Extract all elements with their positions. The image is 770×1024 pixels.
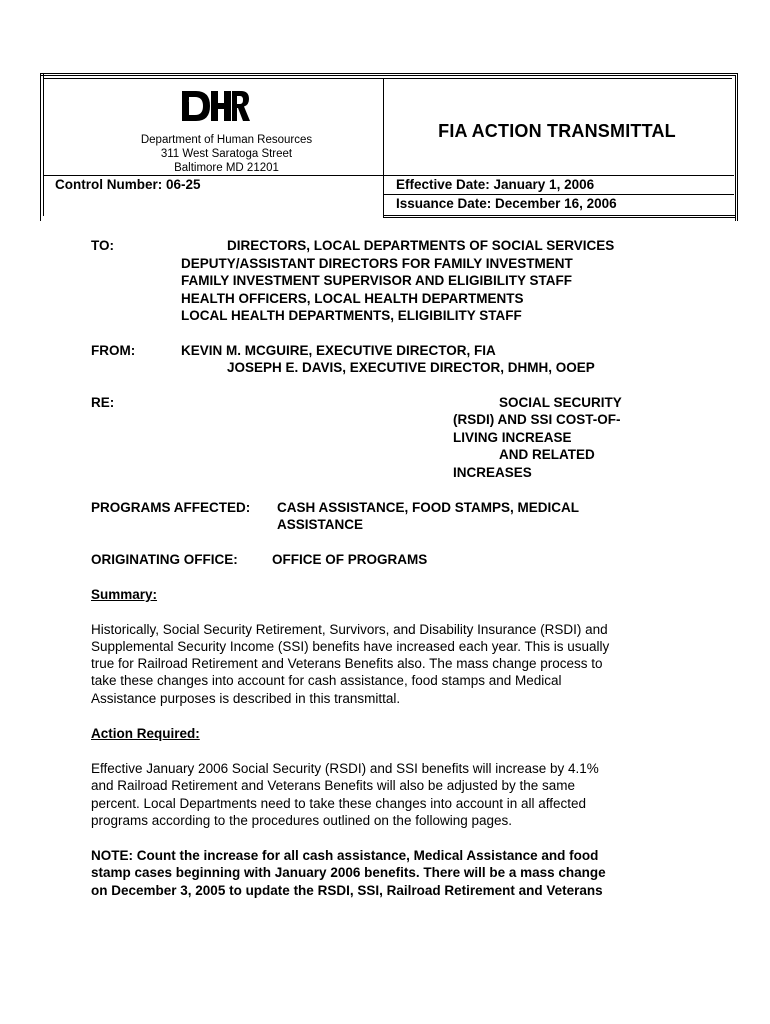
- re-label: RE:: [91, 395, 115, 410]
- header-frame-left-rule: [40, 73, 44, 216]
- from-line-1: KEVIN M. MCGUIRE, EXECUTIVE DIRECTOR, FIA: [181, 343, 496, 358]
- from-line-2: JOSEPH E. DAVIS, EXECUTIVE DIRECTOR, DHMH, OOEP: [227, 360, 595, 375]
- re-line-3: LIVING INCREASE: [453, 430, 572, 445]
- header-rule-1: [44, 175, 734, 176]
- header-divider: [383, 78, 384, 218]
- action-line-2: and Railroad Retirement and Veterans Benefits will also be adjusted by the same: [91, 778, 576, 793]
- re-line-1: SOCIAL SECURITY: [499, 395, 622, 410]
- summary-line-1: Historically, Social Security Retirement, Survivors, and Disability Insurance (RSDI) and: [91, 622, 608, 637]
- action-line-1: Effective January 2006 Social Security (RSDI) and SSI benefits will increase by 4.1%: [91, 761, 599, 776]
- to-line-2: DEPUTY/ASSISTANT DIRECTORS FOR FAMILY INVESTMENT: [181, 256, 573, 271]
- summary-line-5: Assistance purposes is described in this transmittal.: [91, 691, 401, 706]
- programs-line-1: CASH ASSISTANCE, FOOD STAMPS, MEDICAL: [277, 500, 580, 515]
- note-line-3: on December 3, 2005 to update the RSDI, SSI, Railroad Retirement and Veterans: [91, 883, 603, 898]
- to-line-4: HEALTH OFFICERS, LOCAL HEALTH DEPARTMENTS: [181, 291, 524, 306]
- to-label: TO:: [91, 238, 114, 253]
- summary-heading: Summary:: [91, 587, 158, 602]
- summary-line-4: take these changes into account for cash assistance, food stamps and Medical: [91, 673, 562, 688]
- programs-line-2: ASSISTANCE: [277, 517, 364, 532]
- header-rule-2: [383, 194, 734, 195]
- header-rule-3: [383, 215, 735, 218]
- note-line-1: NOTE: Count the increase for all cash assistance, Medical Assistance and food: [91, 848, 599, 863]
- department-name: Department of Human Resources: [140, 134, 313, 146]
- effective-date: Effective Date: January 1, 2006: [396, 177, 595, 192]
- department-address-block: [84, 133, 369, 175]
- address-line-1: 311 West Saratoga Street: [160, 148, 293, 160]
- issuance-date: Issuance Date: December 16, 2006: [396, 196, 617, 211]
- summary-line-3: true for Railroad Retirement and Veterans Benefits also. The mass change process to: [91, 656, 603, 671]
- re-line-5: INCREASES: [453, 465, 532, 480]
- re-line-4: AND RELATED: [499, 447, 595, 462]
- office-value: OFFICE OF PROGRAMS: [272, 552, 428, 567]
- action-heading: Action Required:: [91, 726, 200, 741]
- action-line-4: programs according to the procedures outlined on the following pages.: [91, 813, 513, 828]
- re-line-2: (RSDI) AND SSI COST-OF-: [453, 412, 621, 427]
- action-line-3: percent. Local Departments need to take these changes into account in all affected: [91, 796, 587, 811]
- header-inner-top-rule: [44, 78, 732, 79]
- office-label: ORIGINATING OFFICE:: [91, 552, 238, 567]
- to-line-5: LOCAL HEALTH DEPARTMENTS, ELIGIBILITY STAFF: [181, 308, 522, 323]
- to-line-3: FAMILY INVESTMENT SUPERVISOR AND ELIGIBILITY STAFF: [181, 273, 573, 288]
- from-label: FROM:: [91, 343, 136, 358]
- address-line-2: Baltimore MD 21201: [174, 162, 279, 174]
- to-line-1: DIRECTORS, LOCAL DEPARTMENTS OF SOCIAL SERVICES: [227, 238, 615, 253]
- summary-line-2: Supplemental Security Income (SSI) benefits have increased each year. This is usually: [91, 639, 610, 654]
- note-line-2: stamp cases beginning with January 2006 benefits. There will be a mass change: [91, 865, 606, 880]
- control-number: Control Number: 06-25: [55, 177, 201, 192]
- dhr-logo: [180, 89, 250, 123]
- document-title: FIA ACTION TRANSMITTAL: [438, 121, 676, 141]
- programs-label: PROGRAMS AFFECTED:: [91, 500, 251, 515]
